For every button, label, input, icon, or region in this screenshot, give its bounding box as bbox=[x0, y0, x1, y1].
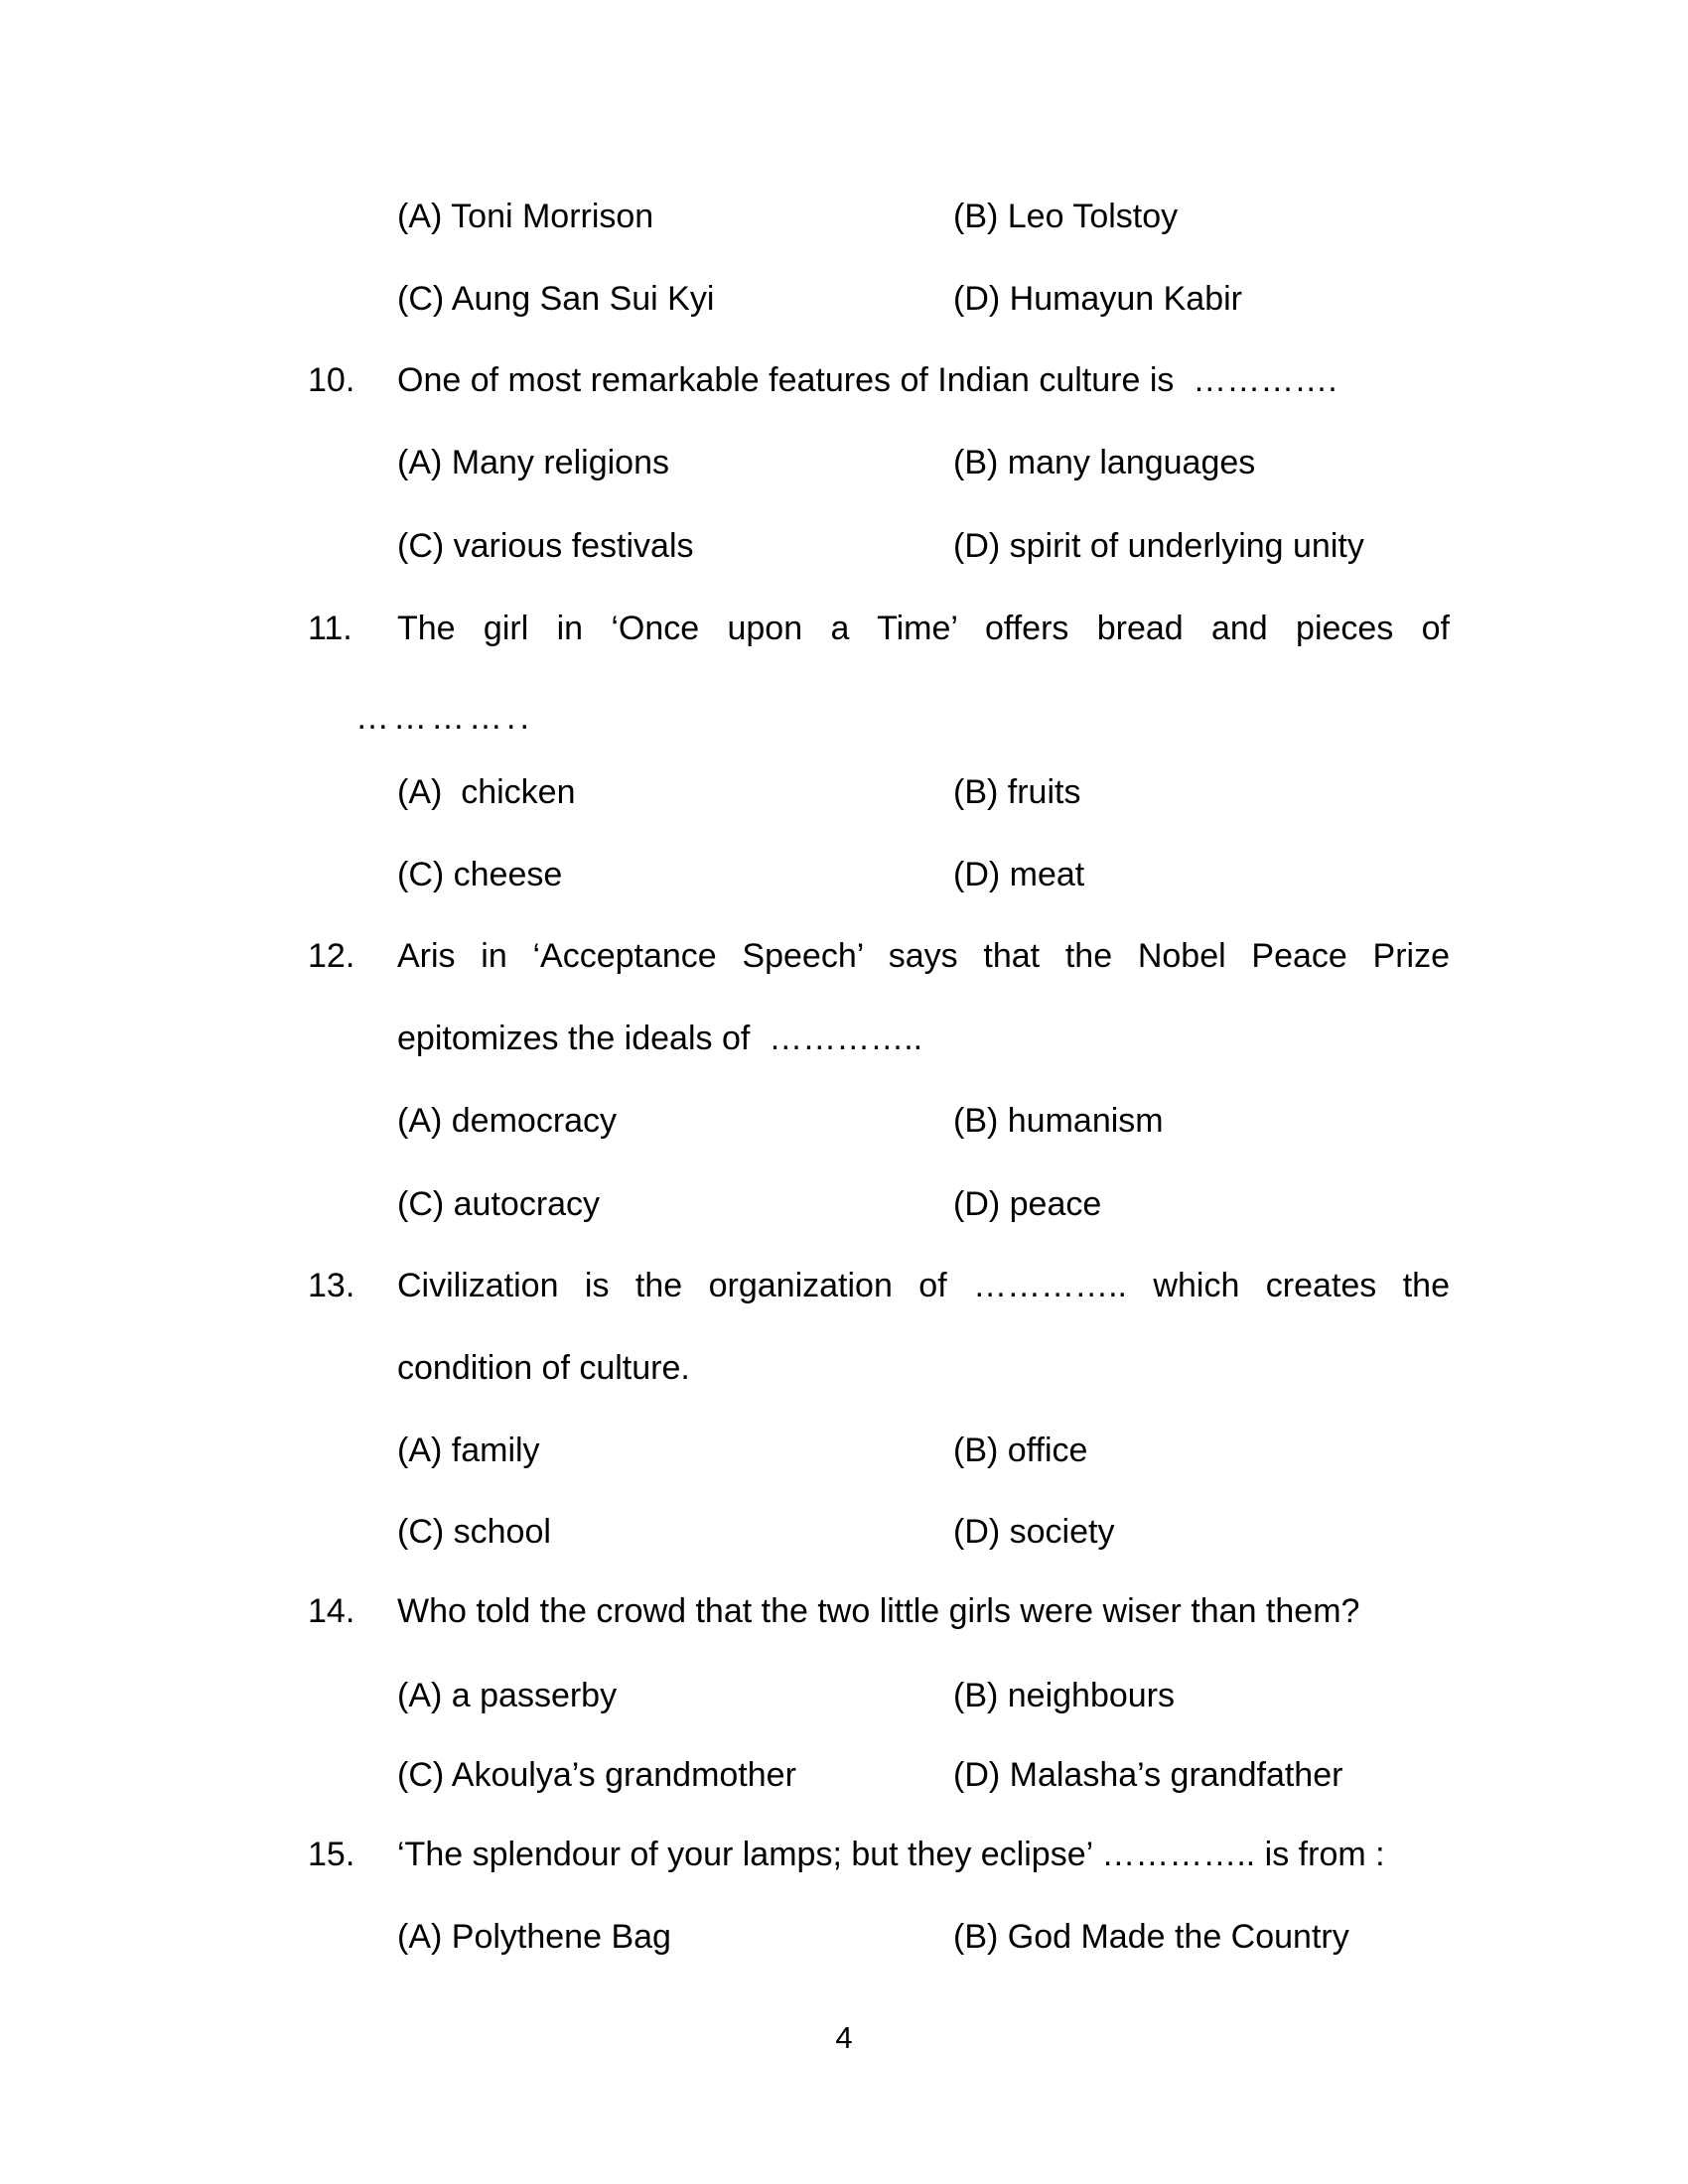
question-text: The girl in ‘Once upon a Time’ offers bread and pieces of bbox=[397, 610, 1450, 647]
carryover-options-row-2 bbox=[308, 276, 1460, 322]
question-13-options-ab bbox=[308, 1428, 1460, 1473]
question-text: epitomizes the ideals of ………….. bbox=[397, 1020, 923, 1057]
option-c: (C) cheese bbox=[397, 856, 563, 893]
option-c: (C) Aung San Sui Kyi bbox=[397, 280, 715, 318]
question-11-blank-line bbox=[308, 695, 1460, 741]
option-d: (D) Humayun Kabir bbox=[953, 280, 1242, 318]
carryover-options-row-1 bbox=[308, 194, 1460, 239]
question-number: 12. bbox=[308, 937, 355, 975]
question-text: One of most remarkable features of Indian culture is …………. bbox=[397, 361, 1337, 399]
question-12-line-2 bbox=[308, 1016, 1460, 1061]
question-number: 15. bbox=[308, 1836, 355, 1873]
question-13 bbox=[308, 1263, 1460, 1308]
option-c: (C) school bbox=[397, 1513, 551, 1551]
question-15 bbox=[308, 1832, 1460, 1877]
option-b: (B) humanism bbox=[953, 1102, 1164, 1140]
option-a: (A) chicken bbox=[397, 773, 576, 811]
question-13-options-cd bbox=[308, 1509, 1460, 1555]
question-10 bbox=[308, 357, 1460, 403]
question-10-options-cd bbox=[308, 523, 1460, 569]
option-b: (B) neighbours bbox=[953, 1677, 1176, 1714]
question-number: 11. bbox=[308, 610, 352, 647]
option-b: (B) fruits bbox=[953, 773, 1081, 811]
question-number: 10. bbox=[308, 361, 355, 399]
question-15-options-ab bbox=[308, 1914, 1460, 1960]
question-text: ‘The splendour of your lamps; but they eclipse’ ………….. is from : bbox=[397, 1836, 1385, 1873]
question-text: Aris in ‘Acceptance Speech’ says that the Nobel Peace Prize bbox=[397, 937, 1450, 975]
option-d: (D) society bbox=[953, 1513, 1115, 1551]
question-11-options-ab bbox=[308, 769, 1460, 815]
question-number: 13. bbox=[308, 1267, 355, 1304]
question-14-options-cd bbox=[308, 1752, 1460, 1798]
option-a: (A) family bbox=[397, 1432, 540, 1469]
question-10-options-ab bbox=[308, 440, 1460, 485]
option-a: (A) Many religions bbox=[397, 444, 669, 481]
option-d: (D) meat bbox=[953, 856, 1085, 893]
question-text: Who told the crowd that the two little girls were wiser than them? bbox=[397, 1592, 1360, 1630]
option-d: (D) Malasha’s grandfather bbox=[953, 1756, 1343, 1794]
question-12 bbox=[308, 933, 1460, 979]
question-11-options-cd bbox=[308, 852, 1460, 897]
option-a: (A) Toni Morrison bbox=[397, 198, 654, 235]
option-b: (B) office bbox=[953, 1432, 1088, 1469]
question-text: condition of culture. bbox=[397, 1349, 690, 1387]
question-11 bbox=[308, 606, 1460, 651]
question-number: 14. bbox=[308, 1592, 355, 1630]
question-13-line-2 bbox=[308, 1345, 1460, 1391]
option-a: (A) Polythene Bag bbox=[397, 1918, 671, 1956]
question-12-options-ab bbox=[308, 1098, 1460, 1144]
option-b: (B) Leo Tolstoy bbox=[953, 198, 1179, 235]
option-a: (A) a passerby bbox=[397, 1677, 618, 1714]
page-number: 4 bbox=[835, 2020, 853, 2055]
question-14 bbox=[308, 1588, 1460, 1634]
option-d: (D) peace bbox=[953, 1185, 1102, 1223]
question-text: Civilization is the organization of ………….. which creates the bbox=[397, 1267, 1450, 1304]
option-a: (A) democracy bbox=[397, 1102, 618, 1140]
option-c: (C) various festivals bbox=[397, 527, 694, 565]
option-c: (C) Akoulya’s grandmother bbox=[397, 1756, 796, 1794]
option-c: (C) autocracy bbox=[397, 1185, 601, 1223]
option-b: (B) many languages bbox=[953, 444, 1256, 481]
question-14-options-ab bbox=[308, 1673, 1460, 1718]
option-b: (B) God Made the Country bbox=[953, 1918, 1349, 1956]
fill-in-blank-dots: ………….. bbox=[355, 699, 533, 737]
question-12-options-cd bbox=[308, 1181, 1460, 1227]
option-d: (D) spirit of underlying unity bbox=[953, 527, 1364, 565]
